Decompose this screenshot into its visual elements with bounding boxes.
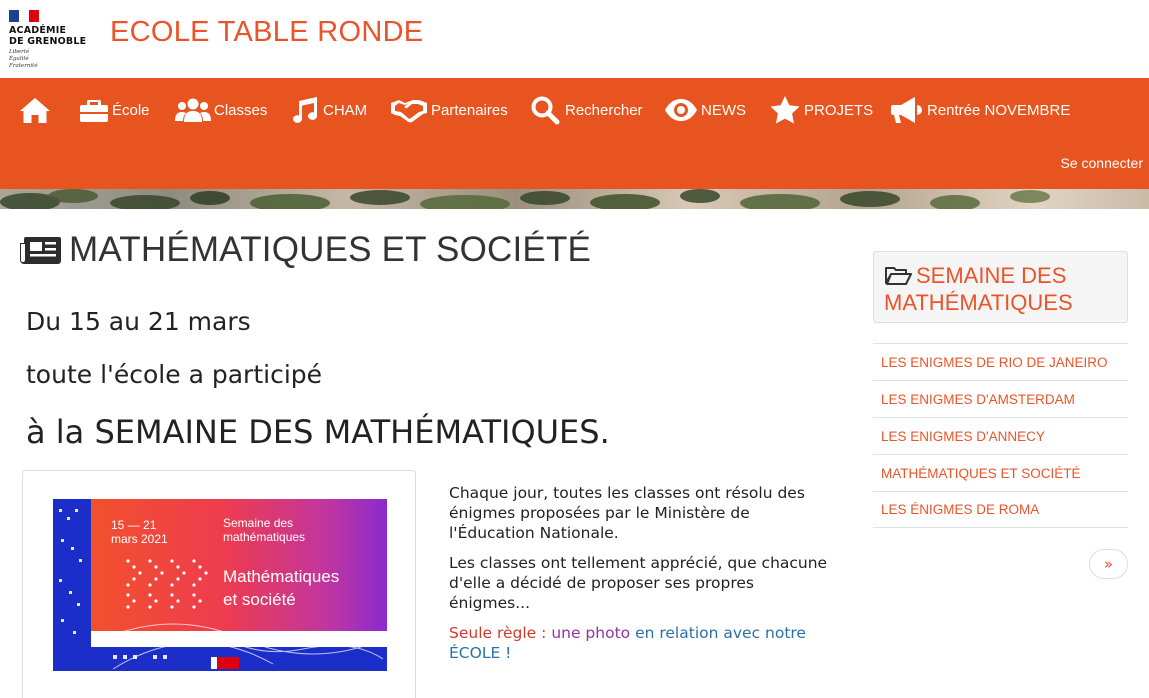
article-rule [449,623,829,663]
nav-item-partenaires[interactable] [390,92,508,128]
intro-participation: toute l'école a participé [26,360,323,389]
article-body [449,483,829,673]
intro-event: à la SEMAINE DES MATHÉMATIQUES. [26,413,610,451]
site-header [0,0,1149,78]
nav-item-projets[interactable] [769,92,873,128]
poster-card[interactable] [22,470,416,698]
academie-logo[interactable] [9,10,94,74]
sidebar-item-rio[interactable]: LES ENIGMES DE RIO DE JANEIRO [873,343,1128,380]
nav-ecole-label: École [112,101,150,119]
sidebar-article-list [873,343,1128,528]
handshake-icon [390,97,428,123]
article-paragraph-2: Les classes ont tellement apprécié, que chacune d'elle a décidé de proposer ses propres énigmes... [449,554,828,612]
nav-item-classes[interactable] [175,92,267,128]
sidebar-category-header[interactable] [873,251,1128,323]
rule-part-1: Seule règle : [449,624,547,642]
home-icon [18,96,52,124]
logo-text-line2: DE GRENOBLE [9,36,87,47]
poster-theme-line2: et société [223,590,296,609]
briefcase-icon [79,97,109,123]
nav-item-cham[interactable] [290,92,367,128]
poster-event-line2: mathématiques [223,530,306,544]
sidebar-next-page-button[interactable]: » [1089,549,1128,579]
sidebar-category-title: SEMAINE DES MATHÉMATIQUES [884,263,1073,315]
sidebar-item-maths-societe[interactable]: MATHÉMATIQUES ET SOCIÉTÉ [873,454,1128,491]
users-icon [175,97,211,123]
poster-dates-line2: mars 2021 [111,532,168,546]
french-flag-icon [9,10,39,22]
nav-cham-label: CHAM [323,101,368,119]
rule-part-2: une photo [551,624,631,642]
sidebar-item-roma[interactable]: LES ÉNIGMES DE ROMA [873,491,1128,528]
poster-theme-line1: Mathématiques [223,567,340,586]
intro-dates: Du 15 au 21 mars [26,307,251,336]
article-title [20,230,591,270]
nav-item-rechercher[interactable] [530,92,643,128]
poster-event-line1: Semaine des [223,516,294,530]
motto-liberte: Liberté [9,49,30,55]
folder-open-icon [884,265,912,285]
search-icon [530,95,562,125]
newspaper-icon [20,234,61,266]
music-icon [290,96,320,124]
main-nav [0,78,1149,189]
math-week-poster-image [53,499,387,671]
nav-news-label: NEWS [701,101,746,119]
nav-classes-label: Classes [214,101,268,119]
login-link[interactable]: Se connecter [1060,155,1143,171]
sidebar-item-amsterdam[interactable]: LES ENIGMES D'AMSTERDAM [873,380,1128,417]
nav-item-home[interactable] [18,92,55,128]
site-title[interactable]: ECOLE TABLE RONDE [110,16,424,48]
eye-icon [664,97,698,123]
article-paragraph-1: Chaque jour, toutes les classes ont résolu des énigmes proposées par le Ministère de l'Éducation Nationale. [449,484,805,542]
nav-item-rentree[interactable] [890,92,1070,128]
megaphone-icon [890,95,924,125]
nav-item-ecole[interactable] [79,92,150,128]
logo-motto [9,49,94,70]
nav-projets-label: PROJETS [804,101,874,119]
sidebar-item-annecy[interactable]: LES ENIGMES D'ANNECY [873,417,1128,454]
rule-part-4: ÉCOLE ! [449,644,512,662]
rule-part-3: en relation avec notre [635,624,806,642]
nav-partenaires-label: Partenaires [431,101,508,119]
nav-rentree-label: Rentrée NOVEMBRE [927,101,1071,119]
star-icon [769,95,801,125]
poster-dates-line1: 15 — 21 [111,518,157,532]
logo-text-line1: ACADÉMIE [9,25,67,36]
motto-egalite: Égalité [9,56,29,62]
header-banner-image [0,189,1149,209]
article-title-text: MATHÉMATIQUES ET SOCIÉTÉ [69,230,592,269]
republique-francaise-mark [205,657,239,669]
nav-item-news[interactable] [664,92,746,128]
motto-fraternite: Fraternité [9,63,38,69]
nav-rechercher-label: Rechercher [565,101,643,119]
